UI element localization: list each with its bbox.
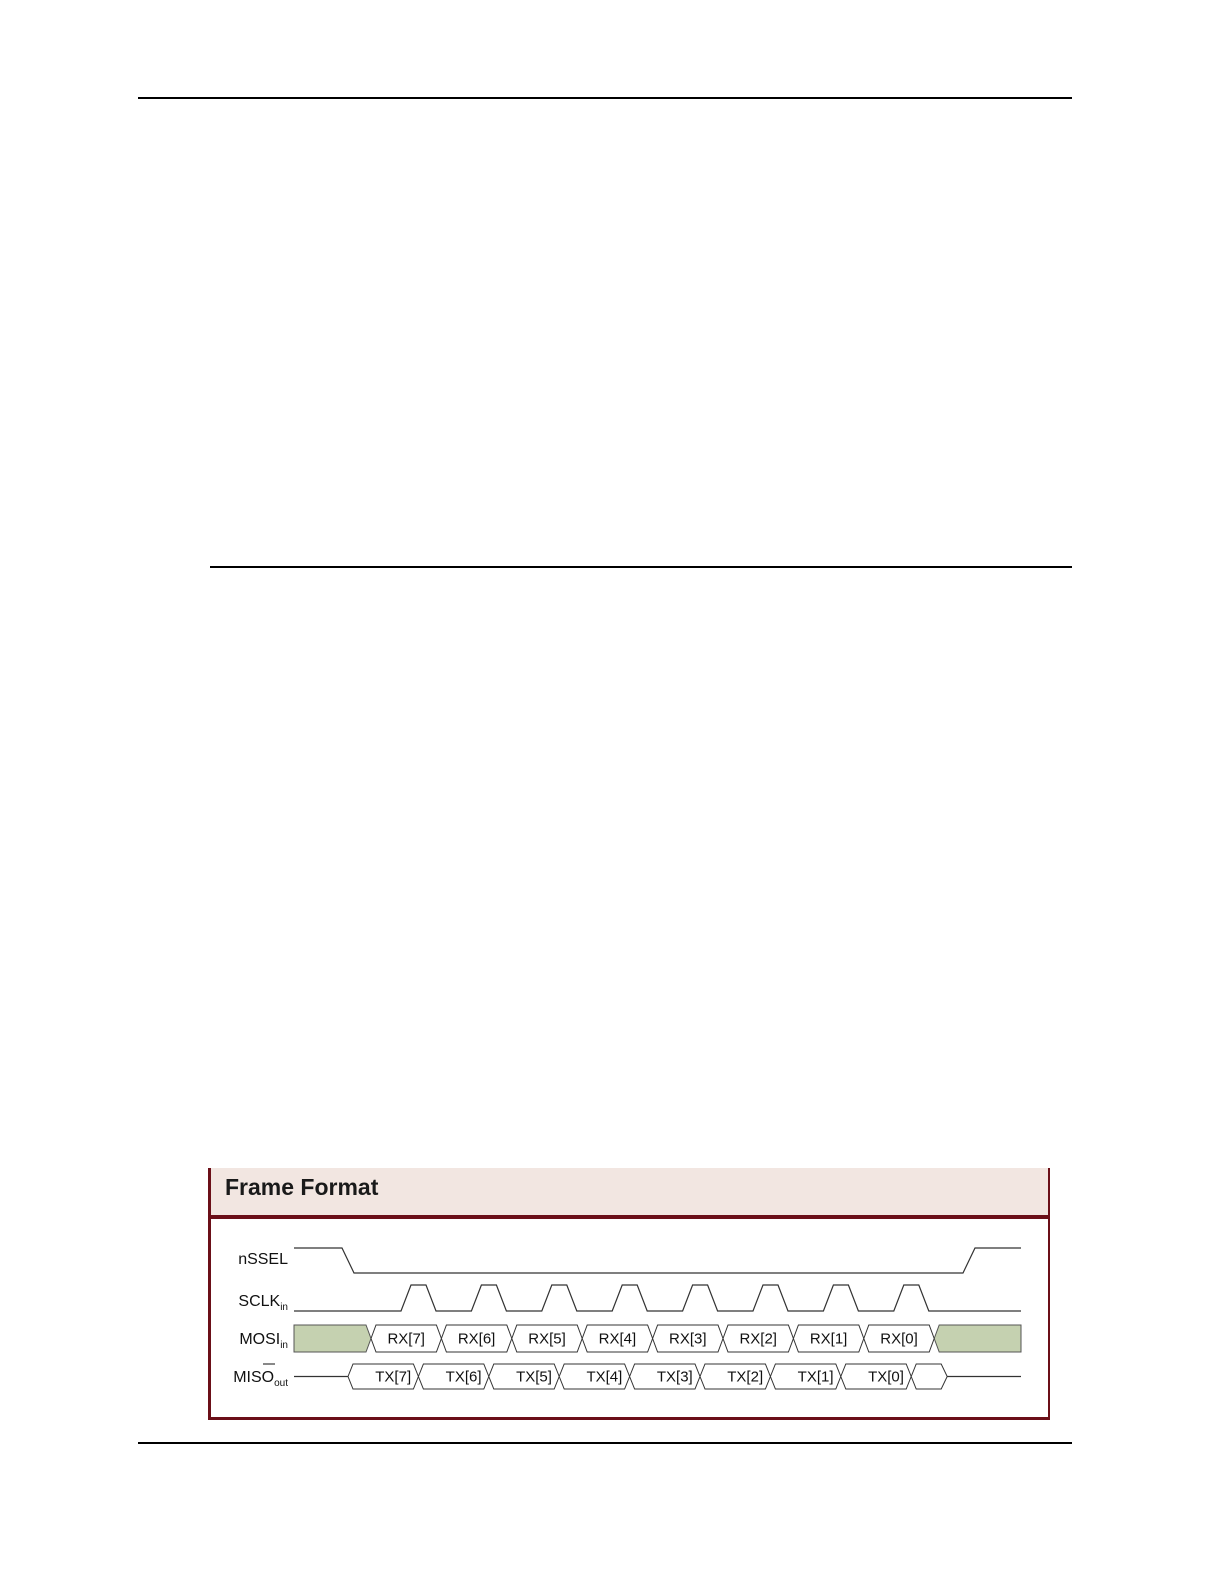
miso-bit-label: TX[6] xyxy=(445,1368,482,1386)
miso-bit-label: TX[4] xyxy=(586,1368,623,1386)
mosi-bit-label: RX[7] xyxy=(387,1330,425,1348)
mosi-bit-label: RX[5] xyxy=(528,1330,566,1348)
miso-bit-label: TX[2] xyxy=(727,1368,764,1386)
timing-diagram xyxy=(211,1168,1053,1420)
miso-bit-label: TX[1] xyxy=(797,1368,834,1386)
mosi-bit-label: RX[3] xyxy=(669,1330,707,1348)
miso-bit-label: TX[5] xyxy=(516,1368,552,1386)
miso-bit-label: TX[0] xyxy=(868,1368,904,1386)
mosi-dont-care-start xyxy=(294,1325,371,1352)
miso-bit-label: TX[3] xyxy=(656,1368,693,1386)
mosi-bit-label: RX[6] xyxy=(457,1330,496,1348)
miso-bit-label: TX[7] xyxy=(375,1368,412,1386)
signal-label-nssel: nSSEL xyxy=(238,1251,288,1268)
signal-label-mosi: $MOSI_{in}$ xyxy=(239,1331,288,1351)
sclk-waveform xyxy=(294,1285,1021,1311)
signal-label-sclk: $SCLK_{in}$ xyxy=(238,1293,288,1313)
mosi-bit-label: RX[0] xyxy=(880,1330,918,1348)
mosi-bit-label: RX[1] xyxy=(809,1330,848,1348)
signal-label-miso: $MISO_{out}$ xyxy=(233,1369,288,1389)
mosi-bit-label: RX[4] xyxy=(598,1330,637,1348)
top-rule xyxy=(138,97,1072,99)
mosi-dont-care-end xyxy=(934,1325,1021,1352)
frame-format-figure xyxy=(208,1168,1050,1420)
miso-trailing-cell xyxy=(911,1364,947,1389)
nssel-waveform xyxy=(294,1248,1021,1273)
bottom-rule xyxy=(138,1442,1072,1444)
mosi-bit-label: RX[2] xyxy=(739,1330,777,1348)
section-rule xyxy=(210,566,1072,568)
figure-title: Frame Format xyxy=(225,1174,379,1200)
